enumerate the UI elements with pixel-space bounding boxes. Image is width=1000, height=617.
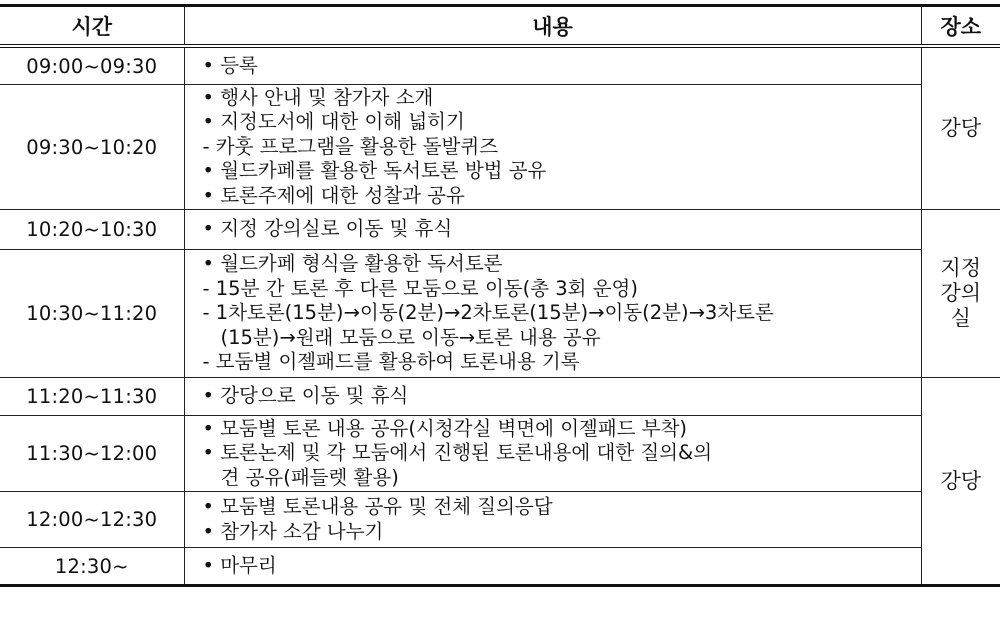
table-row — [0, 548, 1000, 586]
time-cell: 11:30~12:00 — [0, 416, 184, 492]
time-cell: 11:20~11:30 — [0, 378, 184, 416]
time-cell: 09:00~09:30 — [0, 46, 184, 85]
content-cell — [184, 85, 921, 210]
content-cell — [184, 416, 921, 492]
content-line: 견 공유(패들렛 활용) — [220, 465, 399, 489]
place-cell — [921, 210, 1000, 378]
table-row — [0, 492, 1000, 548]
place-line: 실 — [950, 306, 971, 330]
time-cell: 10:30~11:20 — [0, 250, 184, 378]
time-cell: 09:30~10:20 — [0, 85, 184, 210]
content-cell — [184, 548, 921, 586]
content-line: - 15분 간 토론 후 다른 모둠으로 이동(총 3회 운영) — [202, 276, 638, 300]
content-cell — [184, 46, 921, 85]
content-line: • 강당으로 이동 및 휴식 — [202, 384, 409, 408]
content-line: - 모둠별 이젤패드를 활용하여 토론내용 기록 — [202, 350, 580, 374]
table-row — [0, 378, 1000, 416]
content-line: • 토론논제 및 각 모둠에서 진행된 토론내용에 대한 질의&의 — [202, 441, 713, 465]
table-row — [0, 416, 1000, 492]
content-line: • 지정 강의실로 이동 및 휴식 — [202, 217, 453, 241]
content-line: • 행사 안내 및 참가자 소개 — [202, 85, 434, 109]
table-row — [0, 85, 1000, 210]
content-line: • 월드카페 형식을 활용한 독서토론 — [202, 252, 503, 276]
header-time: 시간 — [0, 6, 184, 47]
content-cell — [184, 378, 921, 416]
header-place: 장소 — [921, 6, 1000, 47]
content-line: • 모둠별 토론 내용 공유(시청각실 벽면에 이젤패드 부착) — [202, 416, 688, 440]
place-line: 강의 — [940, 281, 982, 305]
time-cell: 12:30~ — [0, 548, 184, 586]
time-cell: 10:20~10:30 — [0, 210, 184, 250]
content-line: • 지정도서에 대한 이해 넓히기 — [202, 110, 465, 134]
content-cell — [184, 210, 921, 250]
content-line: (15분)→원래 모둠으로 이동→토론 내용 공유 — [220, 325, 601, 349]
header-row — [0, 6, 1000, 47]
place-line: 지정 — [940, 256, 982, 280]
content-line: • 마무리 — [202, 553, 277, 577]
content-cell — [184, 250, 921, 378]
place-cell: 강당 — [921, 46, 1000, 210]
content-line: • 월드카페를 활용한 독서토론 방법 공유 — [202, 159, 547, 183]
content-cell — [184, 492, 921, 548]
table-row — [0, 210, 1000, 250]
place-cell: 강당 — [921, 378, 1000, 586]
content-line: • 토론주제에 대한 성찰과 공유 — [202, 183, 465, 207]
content-line: • 참가자 소감 나누기 — [202, 519, 384, 543]
header-content: 내용 — [184, 6, 921, 47]
schedule-table — [0, 4, 1000, 587]
content-line: • 모둠별 토론내용 공유 및 전체 질의응답 — [202, 495, 553, 518]
content-line: - 카훗 프로그램을 활용한 돌발퀴즈 — [202, 134, 499, 158]
table-row — [0, 250, 1000, 378]
content-line: • 등록 — [202, 53, 258, 77]
table-row — [0, 46, 1000, 85]
time-cell: 12:00~12:30 — [0, 492, 184, 548]
content-line: - 1차토론(15분)→이동(2분)→2차토론(15분)→이동(2분)→3차토론 — [202, 301, 774, 325]
